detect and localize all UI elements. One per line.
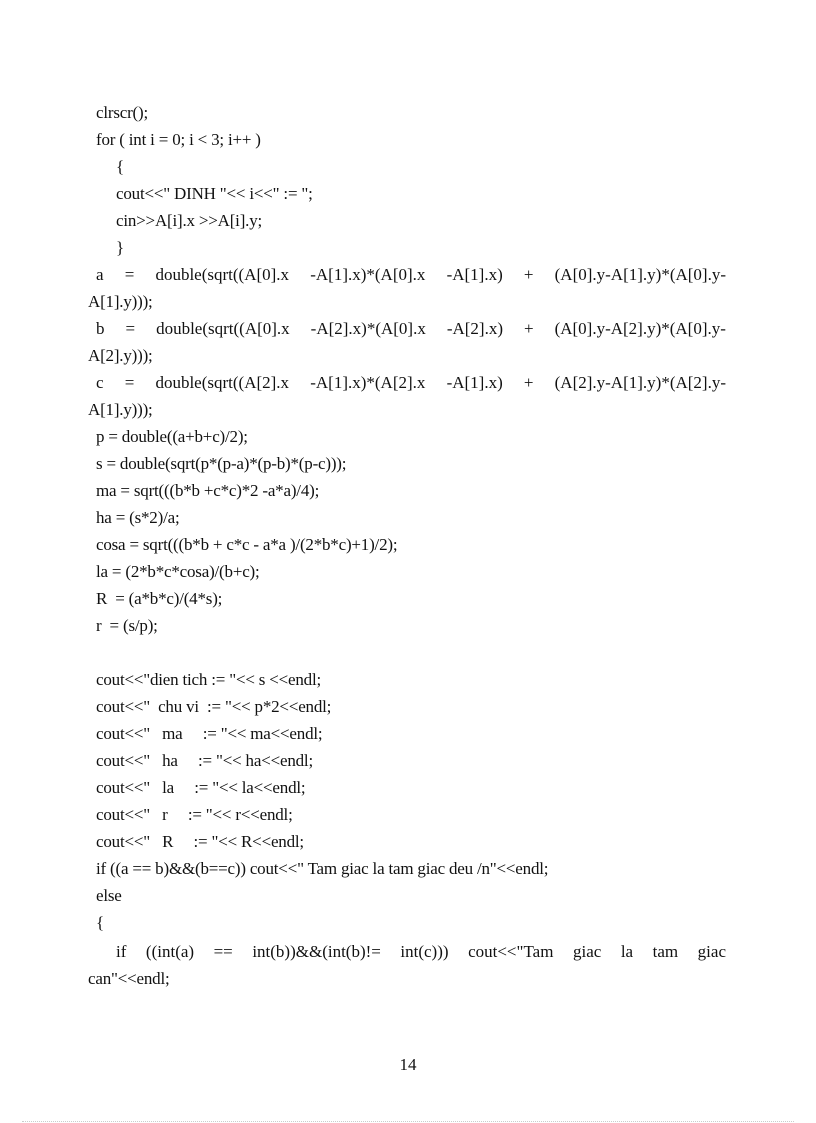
code-token: double(sqrt((A[2].x <box>155 373 290 392</box>
code-token: c <box>96 373 104 392</box>
code-line: { <box>116 157 124 176</box>
code-token: ((int(a) <box>145 942 195 961</box>
code-line: A[1].y))); <box>88 292 153 311</box>
code-token: giac <box>572 942 602 961</box>
code-token: = <box>125 319 136 338</box>
code-line: cout<<" r := "<< r<<endl; <box>96 805 293 824</box>
code-token: (A[0].y-A[1].y)*(A[0].y- <box>554 265 726 284</box>
code-line-justified <box>96 264 726 286</box>
code-token: -A[1].x) <box>446 265 503 284</box>
code-line: s = double(sqrt(p*(p-a)*(p-b)*(p-c))); <box>96 454 347 473</box>
code-token: cout<<"Tam <box>468 942 554 961</box>
code-line: else <box>96 886 122 905</box>
code-token: -A[1].x)*(A[2].x <box>310 373 426 392</box>
code-line: cout<<" chu vi := "<< p*2<<endl; <box>96 697 332 716</box>
code-line: cosa = sqrt(((b*b + c*c - a*a )/(2*b*c)+1)/2); <box>96 535 398 554</box>
code-line: cout<<" DINH "<< i<<" := "; <box>116 184 313 203</box>
code-line: ma = sqrt(((b*b +c*c)*2 -a*a)/4); <box>96 481 320 500</box>
code-line: A[2].y))); <box>88 346 153 365</box>
code-token: = <box>124 265 135 284</box>
code-token: + <box>523 265 534 284</box>
code-line: } <box>116 238 124 257</box>
code-line: cout<<"dien tich := "<< s <<endl; <box>96 670 322 689</box>
code-token: if <box>116 942 127 961</box>
code-token: int(b))&&(int(b)!= <box>252 942 381 961</box>
code-token: double(sqrt((A[0].x <box>155 265 290 284</box>
code-token: giac <box>697 942 726 961</box>
code-token: + <box>523 373 534 392</box>
page-number: 14 <box>399 1055 417 1074</box>
code-line: la = (2*b*c*cosa)/(b+c); <box>96 562 260 581</box>
code-token: a <box>96 265 104 284</box>
code-line: cout<<" R := "<< R<<endl; <box>96 832 304 851</box>
code-line-justified <box>96 372 726 394</box>
code-token: (A[2].y-A[1].y)*(A[2].y- <box>554 373 726 392</box>
code-line: p = double((a+b+c)/2); <box>96 427 248 446</box>
code-line-justified <box>96 318 726 340</box>
code-token: + <box>523 319 534 338</box>
code-token: double(sqrt((A[0].x <box>156 319 290 338</box>
code-line: for ( int i = 0; i < 3; i++ ) <box>96 130 261 149</box>
code-token: int(c))) <box>400 942 449 961</box>
code-line: can"<<endl; <box>88 969 170 988</box>
code-token: == <box>213 942 233 961</box>
code-line: r = (s/p); <box>96 616 158 635</box>
code-line: cin>>A[i].x >>A[i].y; <box>116 211 263 230</box>
code-token: -A[2].x)*(A[0].x <box>310 319 426 338</box>
code-line: R = (a*b*c)/(4*s); <box>96 589 223 608</box>
code-line: if ((a == b)&&(b==c)) cout<<" Tam giac la tam giac deu /n"<<endl; <box>96 859 549 878</box>
code-token: (A[0].y-A[2].y)*(A[0].y- <box>554 319 726 338</box>
code-token: -A[1].x) <box>446 373 503 392</box>
code-token: tam <box>652 942 679 961</box>
code-line: ha = (s*2)/a; <box>96 508 180 527</box>
code-line: A[1].y))); <box>88 400 153 419</box>
code-line: { <box>96 913 104 932</box>
code-line: cout<<" la := "<< la<<endl; <box>96 778 306 797</box>
code-line: cout<<" ma := "<< ma<<endl; <box>96 724 323 743</box>
code-token: -A[2].x) <box>446 319 503 338</box>
code-line-justified <box>116 941 726 963</box>
code-token: b <box>96 319 105 338</box>
code-token: -A[1].x)*(A[0].x <box>310 265 426 284</box>
code-line: cout<<" ha := "<< ha<<endl; <box>96 751 313 770</box>
code-token: = <box>124 373 135 392</box>
code-token: la <box>620 942 634 961</box>
page-bottom-divider <box>22 1121 794 1122</box>
code-line: clrscr(); <box>96 103 148 122</box>
